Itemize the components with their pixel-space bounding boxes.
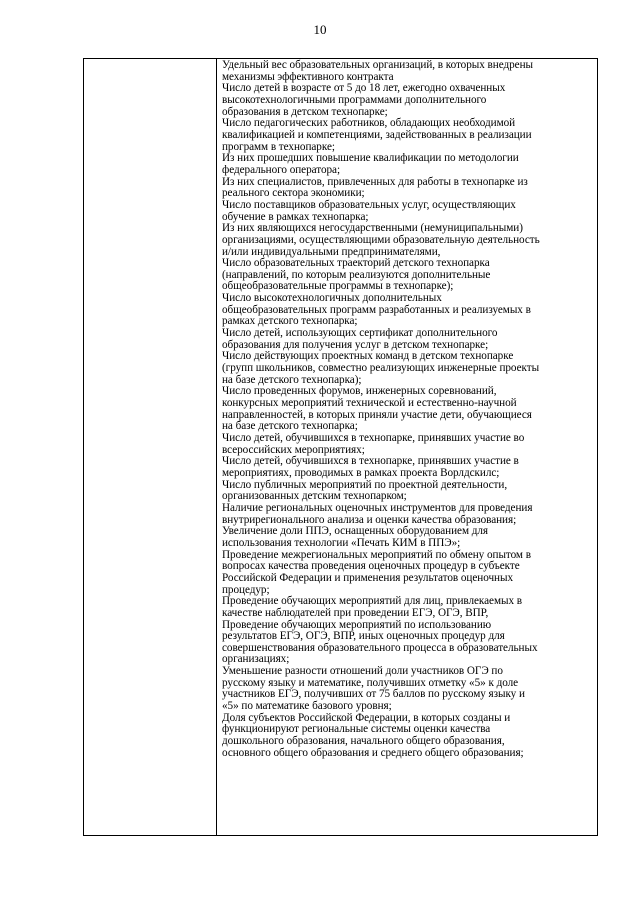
text-line: мероприятиях, проводимых в рамках проекта Ворлдскилс; [222, 466, 500, 479]
text-line: Число детей, обучившихся в технопарке, принявших участие во [222, 432, 525, 444]
indicators-text [217, 59, 597, 759]
text-line: Число проведенных форумов, инженерных соревнований, [222, 385, 497, 398]
text-line: Число поставщиков образовательных услуг, осуществляющих [222, 198, 516, 211]
text-line: Число детей в возрасте от 5 до 18 лет, ежегодно охваченных [222, 82, 506, 95]
text-line: Число публичных мероприятий по проектной деятельности, [222, 478, 508, 491]
indicators-cell [217, 59, 598, 836]
text-line: Из них являющихся негосударственными (немуниципальными) [222, 222, 523, 235]
text-line: Удельный вес образовательных организаций, в которых внедрены [222, 59, 533, 71]
text-line: Уменьшение разности отношений доли участников ОГЭ по [222, 665, 503, 678]
text-line: образования для получения услуг в детском технопарке; [222, 338, 489, 351]
text-line: на базе детского технопарка; [222, 420, 358, 433]
text-line: совершенствования образовательного процесса в образовательных [222, 641, 538, 654]
text-line: Проведение обучающих мероприятий для лиц, привлекаемых в [222, 595, 522, 608]
text-line: Наличие региональных оценочных инструментов для проведения [222, 501, 533, 514]
text-line: конкурсных мероприятий технической и естественно-научной [222, 397, 517, 410]
text-line: реального сектора экономики; [222, 187, 365, 200]
text-line: Число педагогических работников, обладающих необходимой [222, 117, 516, 130]
text-line: использования технологии «Печать КИМ в ППЭ»; [222, 536, 461, 549]
text-line: участников ЕГЭ, получивших от 75 баллов по русскому языку и [222, 688, 525, 701]
text-line: высокотехнологичными программами дополнительного [222, 93, 487, 106]
text-line: Увеличение доли ППЭ, оснащенных оборудованием для [222, 525, 489, 538]
text-line: качестве наблюдателей при проведении ЕГЭ, ОГЭ, ВПР, [222, 606, 489, 619]
text-line: «5» по математике базового уровня; [222, 700, 392, 713]
text-line: основного общего образования и среднего общего образования; [222, 746, 524, 759]
text-line: внутрирегионального анализа и оценки качества образования; [222, 513, 517, 526]
text-line: Число высокотехнологичных дополнительных [222, 292, 442, 305]
text-line: Число действующих проектных команд в детском технопарке [222, 350, 514, 363]
text-line: Число образовательных траекторий детского технопарка [222, 257, 490, 270]
text-line: Из них прошедших повышение квалификации по методологии [222, 152, 519, 165]
text-line: русскому языку и математике, получивших отметку «5» к доле [222, 676, 519, 689]
text-line: функционируют региональные системы оценки качества [222, 723, 491, 736]
text-line: процедур; [222, 583, 270, 596]
left-empty-cell [84, 59, 217, 836]
text-line: (групп школьников, совместно реализующих инженерные проекты [222, 362, 540, 375]
page-number: 10 [313, 22, 327, 37]
text-line: Число детей, использующих сертификат дополнительного [222, 327, 498, 340]
text-line: Из них специалистов, привлеченных для работы в технопарке из [222, 175, 528, 188]
text-line: механизмы эффективного контракта [222, 70, 394, 83]
text-line: Российской Федерации и применения результатов оценочных [222, 571, 513, 584]
text-line: общеобразовательных программ разработанных и реализуемых в [222, 303, 531, 316]
table-row [84, 59, 598, 836]
text-line: квалификацией и компетенциями, задействованных в реализации [222, 128, 532, 141]
text-line: общеобразовательные программы в технопарке); [222, 280, 454, 293]
text-line: организованных детским технопарком; [222, 490, 407, 503]
text-line: всероссийских мероприятиях; [222, 443, 365, 456]
text-line: федерального оператора; [222, 163, 341, 176]
text-line: направленностей, в которых приняли участие дети, обучающиеся [222, 408, 532, 421]
text-line: программ в технопарке; [222, 140, 335, 153]
text-line: Число детей, обучившихся в технопарке, принявших участие в [222, 455, 519, 468]
text-line: рамках детского технопарка; [222, 315, 358, 328]
text-line: организациях; [222, 653, 290, 666]
text-line: Проведение межрегиональных мероприятий по обмену опытом в [222, 548, 531, 561]
text-line: Проведение обучающих мероприятий по использованию [222, 618, 492, 631]
text-line: на базе детского технопарка); [222, 373, 362, 386]
text-line: образования в детском технопарке; [222, 105, 388, 118]
text-line: вопросах качества проведения оценочных процедур в субъекте [222, 560, 520, 573]
text-line: дошкольного образования, начального общего образования, [222, 735, 505, 748]
text-line: организациями, осуществляющими образовательную деятельность [222, 233, 540, 246]
text-line: обучение в рамках технопарка; [222, 210, 369, 223]
text-line: и/или индивидуальными предпринимателями, [222, 245, 441, 258]
text-line: (направлений, по которым реализуются дополнительные [222, 268, 491, 281]
indicators-table [83, 58, 598, 836]
text-line: Доля субъектов Российской Федерации, в которых созданы и [222, 711, 511, 724]
text-line: результатов ЕГЭ, ОГЭ, ВПР, иных оценочных процедур для [222, 630, 505, 643]
